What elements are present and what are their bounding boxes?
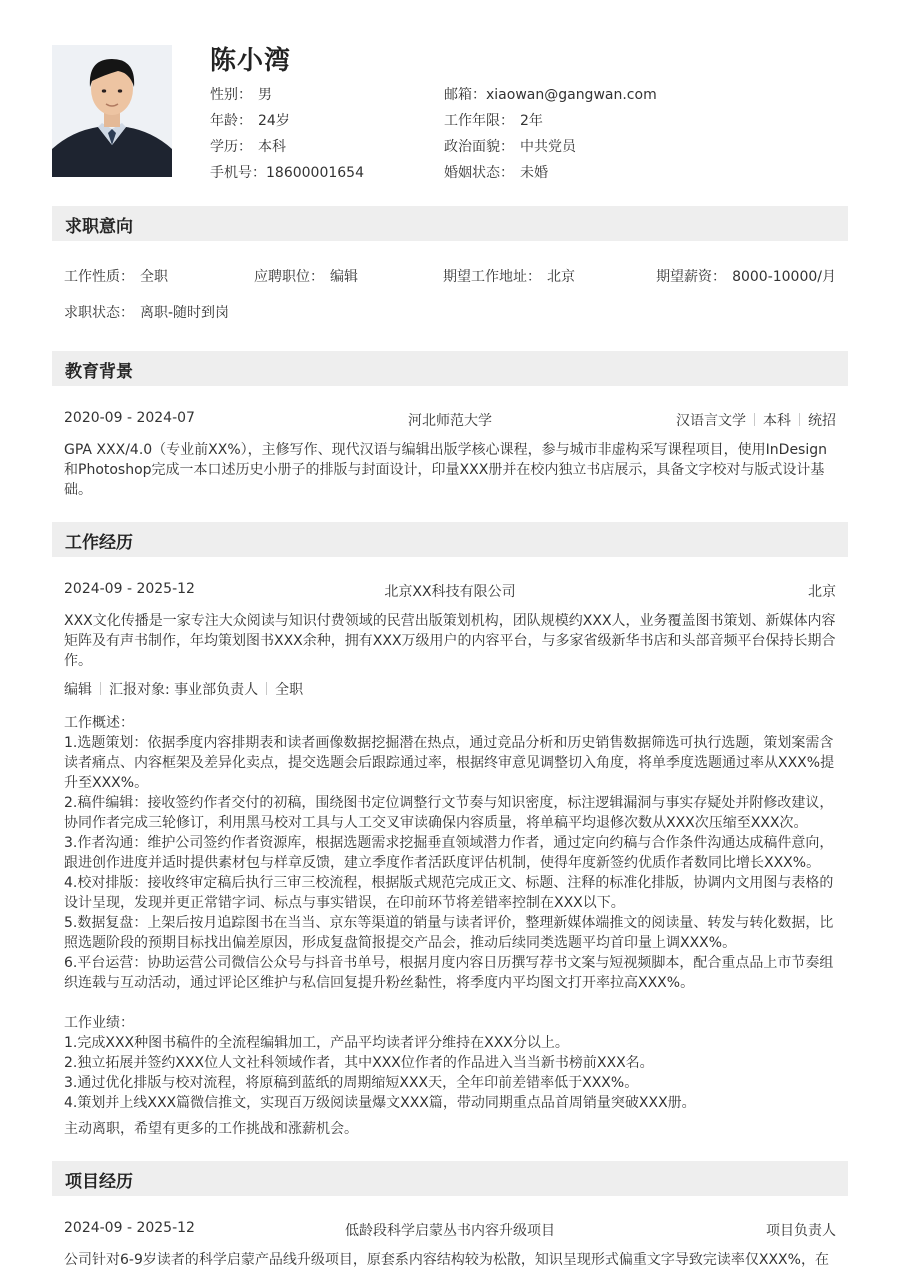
work-detail-line: 读者痛点、内容框架及差异化卖点，提交选题会后跟踪通过率，根据终审意见调整切入角度，将单季度选题通过率从XXX%提	[64, 755, 835, 771]
education-degree: 本科	[763, 413, 791, 429]
work-detail-line: 跟进创作进度并适时提供素材包与样章反馈，建立季度作者活跃度评估机制，使得年度新签约优质作者数同比增长XXX%。	[64, 855, 821, 871]
avatar-photo	[52, 45, 172, 177]
work-type: 全职	[275, 682, 304, 698]
education-school: 河北师范大学	[408, 413, 492, 429]
company-desc-line: 作。	[64, 653, 92, 669]
divider	[100, 682, 101, 695]
phone-value: 18600001654	[266, 165, 364, 181]
age-label: 年龄：	[210, 113, 252, 129]
company-desc-line: XXX文化传播是一家专注大众阅读与知识付费领域的民营出版策划机构，团队规模约XXX人，业务覆盖图书策划、新媒体内容	[64, 613, 836, 629]
project-role: 项目负责人	[766, 1223, 836, 1239]
work-detail-line: 照选题阶段的预期目标找出偏差原因，形成复盘简报提交产品会，推动后续同类选题平均首印量上调XXX%。	[64, 935, 737, 951]
education-mode: 统招	[808, 413, 836, 429]
section-header-intent	[52, 206, 848, 241]
work-detail-line: 3.通过优化排版与校对流程，将原稿到蓝纸的周期缩短XXX天，全年印前差错率低于XXX%。	[64, 1075, 639, 1091]
work-detail-line: 2.稿件编辑：接收签约作者交付的初稿，围绕图书定位调整行文节奏与知识密度，标注逻辑漏洞与事实存疑处并附修改建议，	[64, 795, 834, 811]
position-field	[254, 266, 358, 286]
education-major: 汉语言文学	[676, 413, 746, 429]
work-role-tags	[64, 679, 303, 699]
company-description	[64, 611, 836, 671]
salary-field	[656, 266, 836, 286]
section-header-education	[52, 351, 848, 386]
education-desc-line: 和Photoshop完成一本口述历史小册子的排版与封面设计，印量XXX册并在校内独立书店展示，具备文字校对与版式设计基	[64, 462, 825, 478]
section-title-education: 教育背景	[65, 362, 133, 382]
gender-row	[210, 84, 272, 104]
location-field	[443, 266, 575, 286]
years-row	[444, 110, 543, 130]
salary-value: 8000-10000/月	[732, 269, 836, 285]
work-detail-line: 工作业绩：	[64, 1015, 134, 1031]
gender-value: 男	[258, 87, 272, 103]
resume-header	[52, 40, 848, 180]
project-description: 公司针对6-9岁读者的科学启蒙产品线升级项目，原套系内容结构较为松散，知识呈现形式偏重文字导致完读率仅XXX%，在	[64, 1252, 829, 1268]
education-label: 学历：	[210, 139, 252, 155]
marital-label: 婚姻状态：	[444, 165, 514, 181]
work-detail-line: 5.数据复盘：上架后按月追踪图书在当当、京东等渠道的销量与读者评价，整理新媒体端推文的阅读量、转发与转化数据，比	[64, 915, 834, 931]
job-type-field	[64, 266, 168, 286]
divider	[754, 413, 755, 426]
divider	[266, 682, 267, 695]
work-detail-line	[64, 993, 836, 1013]
work-detail-line: 1.完成XXX种图书稿件的全流程编辑加工，产品平均读者评分维持在XXX分以上。	[64, 1035, 569, 1051]
job-type-label: 工作性质：	[64, 269, 134, 285]
work-detail-line: 升至XXX%。	[64, 775, 149, 791]
education-row	[210, 136, 286, 156]
project-date: 2024-09 - 2025-12	[64, 1220, 195, 1236]
salary-label: 期望薪资：	[656, 269, 727, 285]
work-detail-line: 4.策划并上线XXX篇微信推文，实现百万级阅读量爆文XXX篇，带动同期重点品首周销量突破XXX册。	[64, 1095, 696, 1111]
work-detail-line: 1.选题策划：依据季度内容排期表和读者画像数据挖掘潜在热点，通过竞品分析和历史销售数据筛选可执行选题，策划案需含	[64, 735, 834, 751]
status-field	[64, 302, 229, 322]
phone-row	[210, 162, 364, 182]
position-value: 编辑	[330, 269, 358, 285]
years-label: 工作年限：	[444, 113, 514, 129]
work-detail-line: 4.校对排版：接收终审定稿后执行三审三校流程，根据版式规范完成正文、标题、注释的标准化排版，协调内文用图与表格的	[64, 875, 834, 891]
marital-value: 未婚	[520, 165, 548, 181]
work-detail-line: 工作概述：	[64, 715, 134, 731]
political-row	[444, 136, 576, 156]
education-desc-line: 础。	[64, 482, 92, 498]
education-meta	[676, 410, 836, 430]
section-title-project: 项目经历	[65, 1172, 133, 1192]
work-detail-line: 协同作者完成三轮修订，利用黑马校对工具与人工交叉审读确保内容质量，将单稿平均退修次数从XXX次压缩至XXX次。	[64, 815, 808, 831]
section-header-work	[52, 522, 848, 557]
work-city: 北京	[808, 584, 836, 600]
section-title-work: 工作经历	[65, 533, 133, 553]
work-details	[64, 713, 836, 1113]
political-value: 中共党员	[520, 139, 576, 155]
work-detail-line: 设计呈现，发现并更正常错字词、标点与事实错误，在印前环节将差错率控制在XXX以下。	[64, 895, 625, 911]
email-row	[444, 84, 657, 104]
work-detail-line: 2.独立拓展并签约XXX位人文社科领域作者，其中XXX位作者的作品进入当当新书榜前XXX名。	[64, 1055, 654, 1071]
company-desc-line: 矩阵及有声书制作，年均策划图书XXX余种，拥有XXX万级用户的内容平台，与多家省级新华书店和头部音频平台保持长期合	[64, 633, 836, 649]
status-label: 求职状态：	[64, 305, 134, 321]
work-detail-line: 织连载与互动活动，通过评论区维护与私信回复提升粉丝黏性，将季度内平均图文打开率拉高XXX%。	[64, 975, 695, 991]
work-detail-line: 6.平台运营：协助运营公司微信公众号与抖音书单号，根据月度内容日历撰写荐书文案与短视频脚本，配合重点品上市节奏组	[64, 955, 834, 971]
age-value: 24岁	[258, 113, 290, 129]
work-detail-line: 3.作者沟通：维护公司签约作者资源库，根据选题需求挖掘垂直领域潜力作者，通过定向约稿与合作条件沟通达成稿件意向，	[64, 835, 834, 851]
work-role: 编辑	[64, 682, 92, 698]
project-name: 低龄段科学启蒙丛书内容升级项目	[345, 1223, 555, 1239]
marital-row	[444, 162, 548, 182]
work-leave-reason: 主动离职，希望有更多的工作挑战和涨薪机会。	[64, 1121, 358, 1137]
job-type-value: 全职	[140, 269, 168, 285]
email-value: xiaowan@gangwan.com	[486, 87, 657, 103]
education-date: 2020-09 - 2024-07	[64, 410, 195, 426]
work-date: 2024-09 - 2025-12	[64, 581, 195, 597]
gender-label: 性别：	[210, 87, 252, 103]
work-report-to: 汇报对象: 事业部负责人	[109, 682, 259, 698]
education-desc-line: GPA XXX/4.0（专业前XX%），主修写作、现代汉语与编辑出版学核心课程，参与城市非虚构采写课程项目，使用InDesign	[64, 442, 827, 458]
years-value: 2年	[520, 113, 543, 129]
education-value: 本科	[258, 139, 286, 155]
position-label: 应聘职位：	[254, 269, 324, 285]
location-value: 北京	[547, 269, 575, 285]
status-value: 离职-随时到岗	[140, 305, 230, 321]
section-title-intent: 求职意向	[65, 217, 133, 237]
political-label: 政治面貌：	[444, 139, 514, 155]
phone-label: 手机号：	[210, 165, 266, 181]
work-company: 北京XX科技有限公司	[384, 584, 516, 600]
candidate-name: 陈小湾	[210, 46, 292, 76]
email-label: 邮箱：	[444, 87, 486, 103]
section-header-project	[52, 1161, 848, 1196]
age-row	[210, 110, 290, 130]
divider	[799, 413, 800, 426]
location-label: 期望工作地址：	[443, 269, 541, 285]
education-description	[64, 440, 836, 500]
